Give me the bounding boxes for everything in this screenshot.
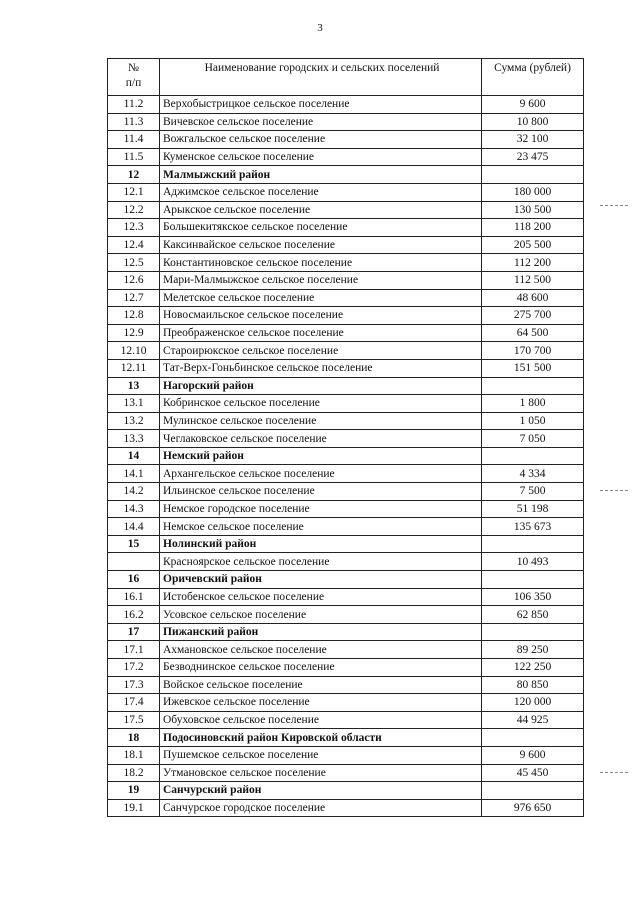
row-number: 12.5 — [108, 254, 160, 272]
row-number: 13.2 — [108, 412, 160, 430]
margin-mark — [600, 205, 628, 207]
row-amount: 64 500 — [482, 324, 584, 342]
row-amount: 135 673 — [482, 518, 584, 536]
row-name: Ильинское сельское поселение — [160, 483, 482, 501]
table-row — [108, 96, 584, 114]
row-amount: 1 050 — [482, 412, 584, 430]
row-name: Обуховское сельское поселение — [160, 711, 482, 729]
row-number: 11.3 — [108, 113, 160, 131]
table-row — [108, 641, 584, 659]
table-row — [108, 711, 584, 729]
row-number: 12.11 — [108, 359, 160, 377]
row-name: Вичевское сельское поселение — [160, 113, 482, 131]
row-number: 11.2 — [108, 96, 160, 114]
row-amount: 44 925 — [482, 711, 584, 729]
table-row — [108, 764, 584, 782]
row-name: Мулинское сельское поселение — [160, 412, 482, 430]
row-name: Санчурский район — [160, 782, 482, 800]
row-number: 19 — [108, 782, 160, 800]
row-amount: 89 250 — [482, 641, 584, 659]
row-amount: 120 000 — [482, 694, 584, 712]
row-number — [108, 553, 160, 571]
row-name: Кобринское сельское поселение — [160, 395, 482, 413]
row-number: 16.1 — [108, 588, 160, 606]
row-number: 13 — [108, 377, 160, 395]
row-name: Утмановское сельское поселение — [160, 764, 482, 782]
margin-mark — [600, 490, 628, 492]
table-row — [108, 113, 584, 131]
row-amount: 275 700 — [482, 307, 584, 325]
table-body — [108, 96, 584, 817]
district-row — [108, 377, 584, 395]
row-amount: 106 350 — [482, 588, 584, 606]
row-number: 12 — [108, 166, 160, 184]
row-amount — [482, 623, 584, 641]
row-amount: 151 500 — [482, 359, 584, 377]
row-amount: 51 198 — [482, 500, 584, 518]
row-name: Константиновское сельское поселение — [160, 254, 482, 272]
row-number: 11.5 — [108, 148, 160, 166]
row-amount: 122 250 — [482, 659, 584, 677]
row-amount — [482, 447, 584, 465]
row-number: 17.5 — [108, 711, 160, 729]
row-name: Санчурское городское поселение — [160, 799, 482, 817]
table-row — [108, 659, 584, 677]
table-row — [108, 254, 584, 272]
district-row — [108, 535, 584, 553]
row-amount — [482, 571, 584, 589]
table-header-row — [108, 59, 584, 96]
row-amount: 7 050 — [482, 430, 584, 448]
row-amount: 205 500 — [482, 236, 584, 254]
row-name: Чеглаковское сельское поселение — [160, 430, 482, 448]
table-row — [108, 606, 584, 624]
row-amount: 80 850 — [482, 676, 584, 694]
row-amount — [482, 166, 584, 184]
table-row — [108, 201, 584, 219]
row-name: Преображенское сельское поселение — [160, 324, 482, 342]
row-number: 12.7 — [108, 289, 160, 307]
table-row — [108, 342, 584, 360]
row-name: Арыкское сельское поселение — [160, 201, 482, 219]
table-row — [108, 395, 584, 413]
row-number: 17 — [108, 623, 160, 641]
row-name: Войское сельское поселение — [160, 676, 482, 694]
row-name: Ахмановское сельское поселение — [160, 641, 482, 659]
table-row — [108, 746, 584, 764]
row-name: Ижевское сельское поселение — [160, 694, 482, 712]
row-name: Мари-Малмыжское сельское поселение — [160, 271, 482, 289]
row-name: Безводнинское сельское поселение — [160, 659, 482, 677]
row-amount: 976 650 — [482, 799, 584, 817]
row-amount: 130 500 — [482, 201, 584, 219]
row-name: Пушемское сельское поселение — [160, 746, 482, 764]
row-amount — [482, 535, 584, 553]
row-number: 14.3 — [108, 500, 160, 518]
row-amount: 180 000 — [482, 183, 584, 201]
district-row — [108, 571, 584, 589]
settlements-table — [107, 58, 584, 817]
table-row — [108, 289, 584, 307]
row-name: Вожгальское сельское поселение — [160, 131, 482, 149]
table-row — [108, 500, 584, 518]
row-amount: 48 600 — [482, 289, 584, 307]
table-row — [108, 219, 584, 237]
row-amount: 9 600 — [482, 96, 584, 114]
row-number: 12.6 — [108, 271, 160, 289]
row-number: 17.4 — [108, 694, 160, 712]
table-row — [108, 307, 584, 325]
table-row — [108, 465, 584, 483]
row-amount — [482, 377, 584, 395]
row-number: 14.1 — [108, 465, 160, 483]
table-row — [108, 412, 584, 430]
row-name: Староирюкское сельское поселение — [160, 342, 482, 360]
row-number: 13.1 — [108, 395, 160, 413]
row-number: 12.2 — [108, 201, 160, 219]
row-name: Оричевский район — [160, 571, 482, 589]
row-name: Верхобыстрицкое сельское поселение — [160, 96, 482, 114]
row-number: 16.2 — [108, 606, 160, 624]
table-row — [108, 183, 584, 201]
table-row — [108, 694, 584, 712]
row-number: 12.4 — [108, 236, 160, 254]
district-row — [108, 782, 584, 800]
row-name: Малмыжский район — [160, 166, 482, 184]
table-row — [108, 553, 584, 571]
row-amount: 23 475 — [482, 148, 584, 166]
table-row — [108, 271, 584, 289]
page-number: 3 — [317, 22, 323, 34]
row-amount: 112 200 — [482, 254, 584, 272]
table-row — [108, 131, 584, 149]
row-amount — [482, 782, 584, 800]
row-name: Немский район — [160, 447, 482, 465]
row-name: Немское сельское поселение — [160, 518, 482, 536]
table-row — [108, 483, 584, 501]
row-number: 13.3 — [108, 430, 160, 448]
row-name: Мелетское сельское поселение — [160, 289, 482, 307]
district-row — [108, 729, 584, 747]
row-amount: 1 800 — [482, 395, 584, 413]
header-amount: Сумма (рублей) — [482, 59, 584, 96]
header-number: № п/п — [108, 59, 160, 96]
row-amount: 170 700 — [482, 342, 584, 360]
row-number: 18.2 — [108, 764, 160, 782]
row-name: Истобенское сельское поселение — [160, 588, 482, 606]
row-number: 16 — [108, 571, 160, 589]
row-number: 15 — [108, 535, 160, 553]
row-amount: 10 800 — [482, 113, 584, 131]
row-name: Пижанский район — [160, 623, 482, 641]
table-row — [108, 359, 584, 377]
row-name: Большекитякское сельское поселение — [160, 219, 482, 237]
row-amount: 7 500 — [482, 483, 584, 501]
row-name: Архангельское сельское поселение — [160, 465, 482, 483]
row-number: 18 — [108, 729, 160, 747]
table-row — [108, 236, 584, 254]
row-number: 11.4 — [108, 131, 160, 149]
table-row — [108, 518, 584, 536]
row-name: Красноярское сельское поселение — [160, 553, 482, 571]
row-amount: 9 600 — [482, 746, 584, 764]
header-name: Наименование городских и сельских поселений — [160, 59, 482, 96]
row-number: 14.2 — [108, 483, 160, 501]
row-amount: 45 450 — [482, 764, 584, 782]
district-row — [108, 166, 584, 184]
table-row — [108, 148, 584, 166]
row-amount: 32 100 — [482, 131, 584, 149]
row-amount: 112 500 — [482, 271, 584, 289]
row-number: 17.3 — [108, 676, 160, 694]
row-number: 12.8 — [108, 307, 160, 325]
row-number: 12.3 — [108, 219, 160, 237]
row-name: Тат-Верх-Гоньбинское сельское поселение — [160, 359, 482, 377]
row-name: Усовское сельское поселение — [160, 606, 482, 624]
row-name: Подосиновский район Кировской области — [160, 729, 482, 747]
row-number: 12.10 — [108, 342, 160, 360]
row-number: 12.9 — [108, 324, 160, 342]
table-row — [108, 324, 584, 342]
row-name: Аджимское сельское поселение — [160, 183, 482, 201]
row-amount: 118 200 — [482, 219, 584, 237]
row-number: 14 — [108, 447, 160, 465]
district-row — [108, 447, 584, 465]
table-row — [108, 430, 584, 448]
row-number: 17.1 — [108, 641, 160, 659]
row-name: Нолинский район — [160, 535, 482, 553]
row-amount: 62 850 — [482, 606, 584, 624]
table-row — [108, 799, 584, 817]
row-number: 18.1 — [108, 746, 160, 764]
row-number: 19.1 — [108, 799, 160, 817]
row-name: Куменское сельское поселение — [160, 148, 482, 166]
table-row — [108, 676, 584, 694]
row-name: Новосмаильское сельское поселение — [160, 307, 482, 325]
row-name: Каксинвайское сельское поселение — [160, 236, 482, 254]
district-row — [108, 623, 584, 641]
row-amount: 10 493 — [482, 553, 584, 571]
row-name: Немское городское поселение — [160, 500, 482, 518]
row-amount: 4 334 — [482, 465, 584, 483]
row-number: 14.4 — [108, 518, 160, 536]
row-name: Нагорский район — [160, 377, 482, 395]
margin-mark — [600, 772, 628, 774]
row-amount — [482, 729, 584, 747]
table-row — [108, 588, 584, 606]
row-number: 17.2 — [108, 659, 160, 677]
row-number: 12.1 — [108, 183, 160, 201]
